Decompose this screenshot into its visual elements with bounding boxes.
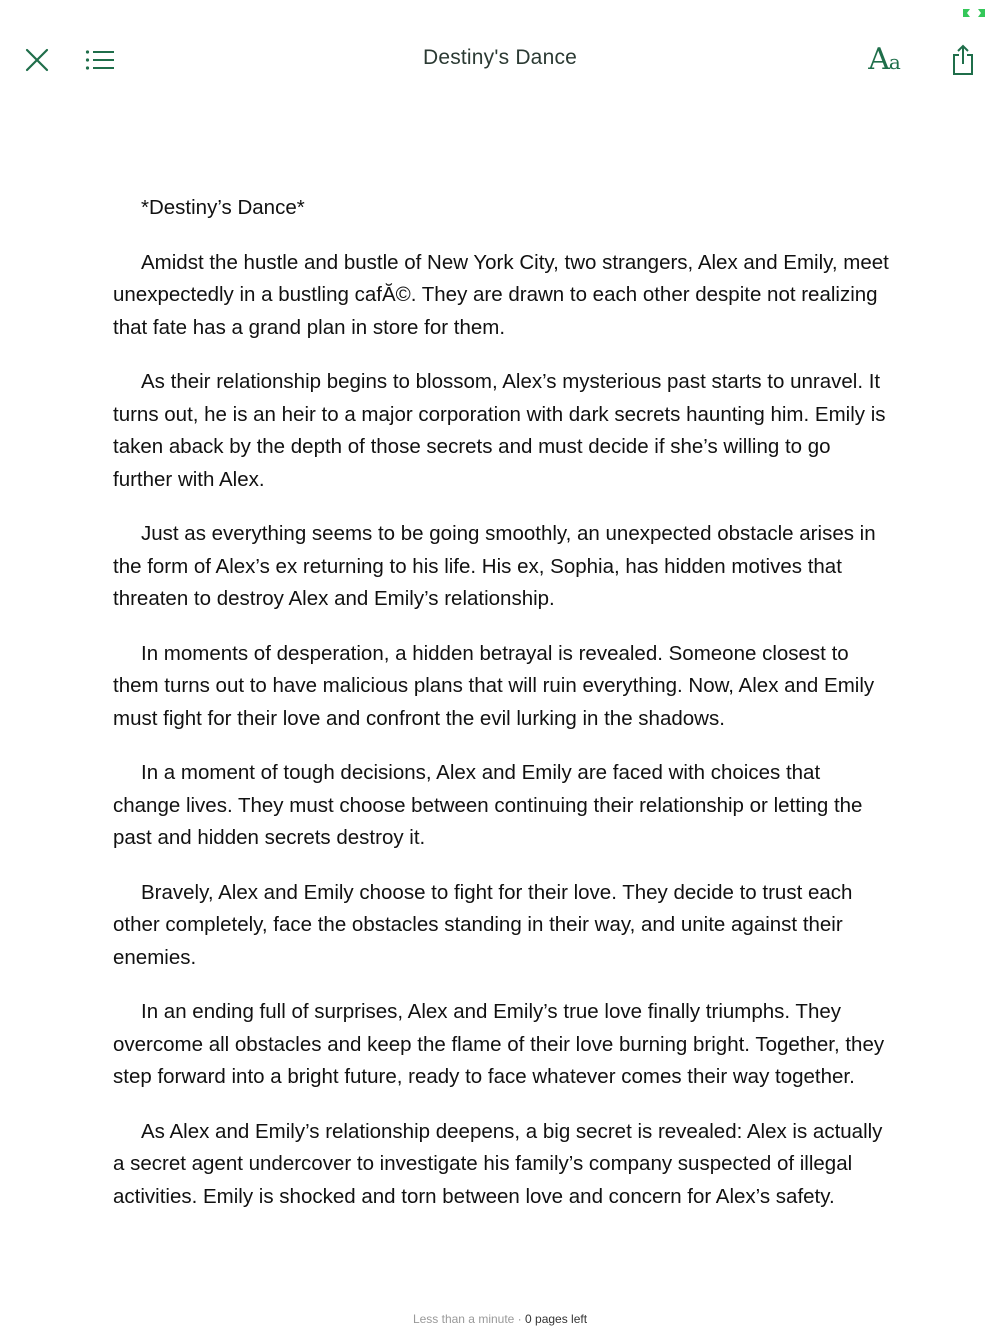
share-icon: [951, 44, 975, 76]
reading-progress: [0, 1312, 1000, 1326]
paragraph: Amidst the hustle and bustle of New York City, two strangers, Alex and Emily, meet unexpectedly in a bustling cafĂ©. They are drawn to each other despite not realizing that fate has a grand plan in store for them.: [113, 250, 889, 339]
paragraph: Bravely, Alex and Emily choose to fight for their love. They decide to trust each other completely, face the obstacles standing in their way, and unite against their enemies.: [113, 880, 853, 969]
close-button[interactable]: [15, 38, 59, 82]
font-settings-icon: [868, 42, 900, 77]
paragraph: In a moment of tough decisions, Alex and Emily are faced with choices that change lives. They must choose between continuing their relationship or letting the past and hidden secrets destroy it.: [113, 761, 863, 849]
reader-toolbar: [0, 0, 1000, 120]
paragraph: As Alex and Emily’s relationship deepens, a big secret is revealed: Alex is actually a secret agent undercover to investigate his family’s company suspected of illegal activities. Emily is shocked and torn between love and concern for Alex’s safety.: [113, 1119, 883, 1208]
paragraph: Just as everything seems to be going smoothly, an unexpected obstacle arises in the form of Alex’s ex returning to his life. His ex, Sophia, has hidden motives that threaten to destroy Alex and Emily’s relationship.: [113, 522, 876, 610]
paragraph: As their relationship begins to blossom, Alex’s mysterious past starts to unravel. It turns out, he is an heir to a major corporation with dark secrets haunting him. Emily is taken aback by the depth of those secrets and must decide if she’s willing to go further with Alex.: [113, 370, 886, 491]
time-left: Less than a minute ·: [412, 1312, 522, 1326]
font-settings-label-small: a: [888, 50, 900, 74]
article-body: [113, 192, 893, 1235]
close-icon: [24, 47, 50, 73]
font-settings-label-large: A: [868, 42, 889, 77]
pages-left: 0 pages left: [525, 1312, 588, 1326]
share-button[interactable]: [941, 38, 985, 82]
list-icon: [85, 49, 115, 71]
table-of-contents-button[interactable]: [78, 38, 122, 82]
paragraph: In an ending full of surprises, Alex and Emily’s true love finally triumphs. They overcome all obstacles and keep the flame of their love burning bright. Together, they step forward into a bright future, ready to face whatever comes their way together.: [113, 1000, 885, 1088]
document-title: Destiny's Dance: [422, 46, 578, 69]
font-settings-button[interactable]: [860, 38, 908, 82]
paragraph: In moments of desperation, a hidden betrayal is revealed. Someone closest to them turns out to have malicious plans that will ruin everything. Now, Alex and Emily must fight for their love and confront the evil lurking in the shadows.: [113, 641, 875, 730]
paragraph: *Destiny’s Dance*: [141, 196, 305, 219]
